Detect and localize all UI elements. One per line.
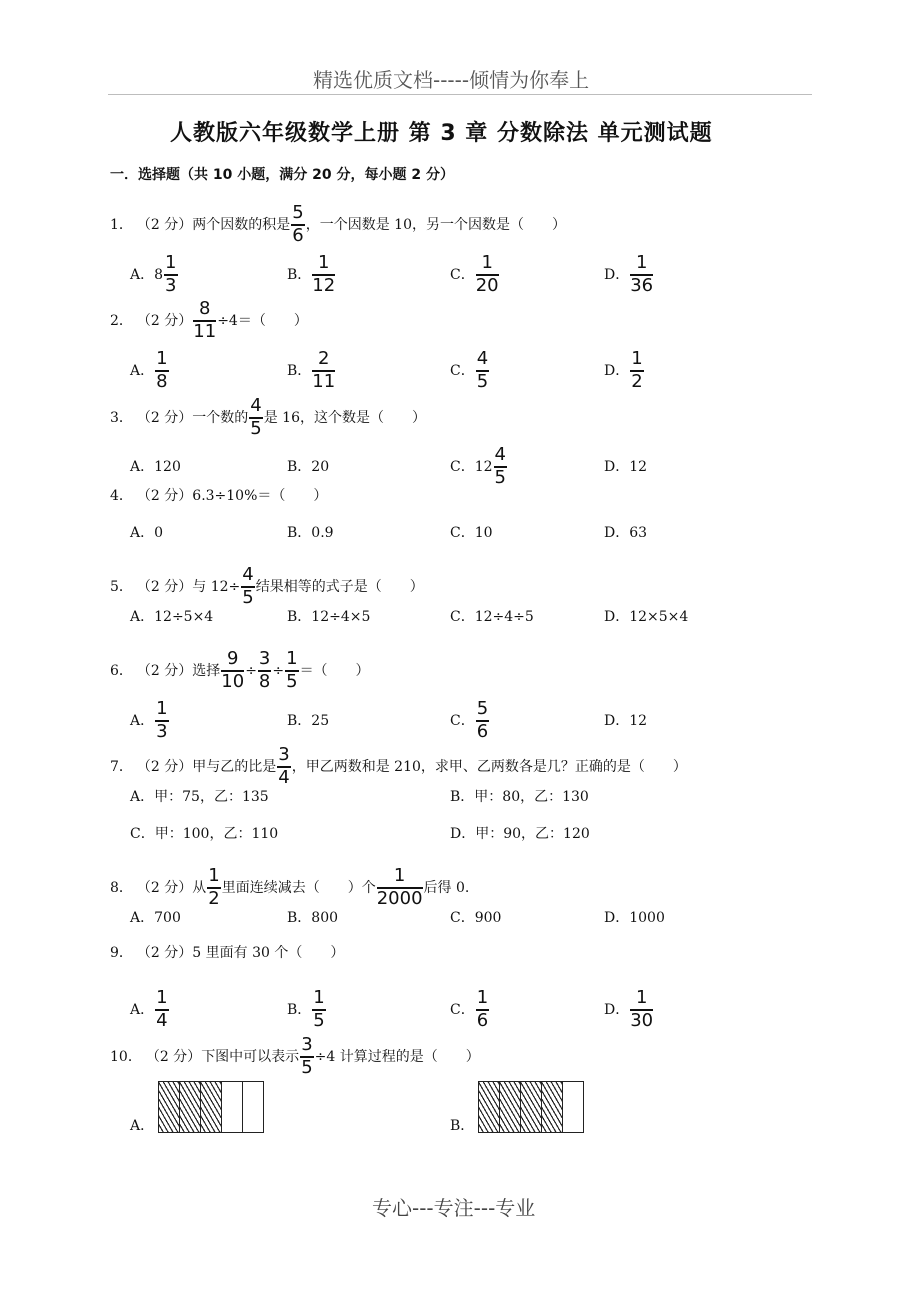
question-text: ＝（ ）	[299, 663, 370, 679]
option-fraction	[312, 254, 335, 295]
option-label: D．	[604, 609, 630, 625]
question-text: 下图中可以表示	[201, 1049, 300, 1065]
option-fraction	[155, 700, 168, 741]
option-label: B．	[287, 525, 312, 541]
fraction-denominator: 6	[292, 224, 304, 246]
option-label: C．	[450, 459, 475, 475]
fraction-numerator: 2	[318, 348, 330, 369]
option-label: C．	[450, 609, 475, 625]
option-text: 甲：100，乙：110	[154, 826, 279, 842]
question-text: ，甲乙两数和是 210，求甲、乙两数各是几？正确的是（ ）	[291, 759, 687, 775]
option-fraction	[630, 989, 653, 1030]
option-label: A．	[130, 1002, 155, 1018]
fraction-strip-diagram	[478, 1081, 584, 1133]
fraction-denominator: 30	[630, 1009, 654, 1031]
question-text: 6.3÷10%＝（ ）	[192, 488, 328, 504]
option-label: B．	[287, 1002, 312, 1018]
question-number: 9．	[110, 945, 133, 961]
option-text: 900	[474, 910, 502, 926]
fraction-denominator: 4	[278, 766, 290, 788]
option-fraction	[155, 989, 168, 1030]
option-text: 800	[311, 910, 339, 926]
question-fraction	[277, 746, 290, 787]
option-text: 120	[154, 459, 181, 475]
option-text: 0	[154, 525, 164, 541]
question-text: 结果相等的式子是（ ）	[255, 579, 424, 595]
fraction-numerator: 1	[318, 252, 330, 273]
fraction-denominator: 5	[250, 417, 262, 439]
question-score: （2 分）	[136, 579, 193, 595]
fraction-denominator: 8	[258, 670, 271, 692]
question-number: 2．	[110, 313, 133, 329]
question-score: （2 分）	[136, 663, 193, 679]
fraction-numerator: 3	[258, 648, 271, 669]
option-label: D．	[604, 267, 630, 283]
fraction-numerator: 1	[165, 252, 177, 273]
option-fraction	[312, 350, 335, 391]
option-fraction	[476, 700, 489, 741]
shaded-cell	[479, 1082, 500, 1132]
option-label: A．	[130, 459, 155, 475]
header-divider	[108, 94, 812, 95]
option-text: 12	[629, 459, 648, 475]
question-text: ÷4＝（ ）	[217, 313, 308, 329]
fraction-numerator: 1	[208, 865, 220, 886]
option-label: C．	[450, 363, 475, 379]
fraction-numerator: 1	[156, 698, 168, 719]
question-text: ÷	[272, 663, 285, 679]
fraction-denominator: 5	[494, 466, 506, 488]
question-score: （2 分）	[136, 945, 193, 961]
fraction-denominator: 12	[312, 274, 336, 296]
fraction-denominator: 20	[475, 274, 499, 296]
option-text: 12÷4÷5	[474, 609, 534, 625]
option-label: B．	[450, 789, 475, 805]
option-label: A．	[130, 910, 155, 926]
question-fraction	[377, 867, 423, 908]
option-text: 甲：75，乙：135	[154, 789, 269, 805]
fraction-denominator: 5	[301, 1056, 313, 1078]
empty-cell	[243, 1082, 263, 1132]
option-fraction	[476, 989, 489, 1030]
question-text: 两个因数的积是	[192, 217, 291, 233]
fraction-numerator: 1	[635, 987, 648, 1008]
option-text: 20	[311, 459, 330, 475]
question-score: （2 分）	[136, 313, 193, 329]
question-text: ÷4 计算过程的是（ ）	[314, 1049, 480, 1065]
question-fraction	[291, 204, 304, 245]
question-score: （2 分）	[136, 217, 193, 233]
fraction-denominator: 6	[476, 1009, 489, 1031]
question-text: 是 16，这个数是（ ）	[263, 410, 426, 426]
option-text: 12	[474, 459, 493, 475]
option-text: 8	[154, 267, 164, 283]
question-fraction	[300, 1036, 313, 1077]
option-fraction	[312, 989, 325, 1030]
question-score: （2 分）	[136, 759, 193, 775]
fraction-numerator: 1	[481, 252, 493, 273]
fraction-denominator: 11	[193, 320, 217, 342]
fraction-denominator: 5	[476, 370, 489, 392]
fraction-numerator: 9	[227, 648, 239, 669]
fraction-numerator: 4	[494, 444, 506, 465]
question-number: 8．	[110, 880, 133, 896]
option-text: 甲：80，乙：130	[474, 789, 589, 805]
fraction-numerator: 4	[476, 348, 489, 369]
page-header: 精选优质文档-----倾情为你奉上	[313, 68, 590, 92]
option-label: C．	[130, 826, 155, 842]
fraction-denominator: 36	[630, 274, 654, 296]
section-heading: 一．选择题（共 10 小题，满分 20 分，每小题 2 分）	[110, 167, 454, 183]
option-label: D．	[604, 363, 630, 379]
fraction-strip-diagram	[158, 1081, 264, 1133]
question-text: ÷	[245, 663, 257, 679]
option-text: 700	[154, 910, 181, 926]
question-fraction	[249, 397, 262, 438]
option-label: A．	[130, 609, 155, 625]
option-label: D．	[604, 459, 630, 475]
fraction-denominator: 8	[156, 370, 168, 392]
fraction-numerator: 5	[476, 698, 489, 719]
question-text: 从	[192, 880, 207, 896]
option-text: 12÷5×4	[154, 609, 214, 625]
question-text: 与 12÷	[192, 579, 241, 595]
option-fraction	[630, 350, 643, 391]
question-fraction	[221, 650, 244, 691]
fraction-denominator: 3	[165, 274, 177, 296]
question-fraction	[258, 650, 271, 691]
option-label: D．	[604, 713, 630, 729]
option-label: B．	[287, 609, 312, 625]
option-label: C．	[450, 525, 475, 541]
option-label: D．	[450, 826, 476, 842]
shaded-cell	[542, 1082, 563, 1132]
fraction-numerator: 1	[286, 648, 298, 669]
option-label: B．	[450, 1118, 475, 1134]
option-label: B．	[287, 267, 312, 283]
fraction-denominator: 6	[476, 720, 489, 742]
shaded-cell	[159, 1082, 180, 1132]
question-text: 里面连续减去（ ）个	[221, 880, 376, 896]
option-fraction	[630, 254, 653, 295]
option-label: D．	[604, 525, 630, 541]
fraction-denominator: 5	[242, 586, 254, 608]
fraction-numerator: 8	[199, 298, 211, 319]
fraction-numerator: 1	[631, 348, 643, 369]
question-score: （2 分）	[136, 410, 193, 426]
option-label: B．	[287, 459, 312, 475]
fraction-denominator: 11	[312, 370, 336, 392]
option-text: 63	[629, 525, 648, 541]
document-title: 人教版六年级数学上册 第 3 章 分数除法 单元测试题	[170, 121, 713, 146]
question-number: 6．	[110, 663, 133, 679]
question-text: 后得 0.	[423, 880, 470, 896]
option-label: A．	[130, 363, 155, 379]
fraction-denominator: 3	[156, 720, 168, 742]
option-fraction	[494, 446, 507, 487]
fraction-numerator: 1	[635, 252, 648, 273]
question-text: ，一个因数是 10，另一个因数是（ ）	[305, 217, 566, 233]
empty-cell	[222, 1082, 243, 1132]
option-label: B．	[287, 910, 312, 926]
option-text: 12	[629, 713, 648, 729]
option-text: 25	[311, 713, 330, 729]
question-number: 5．	[110, 579, 133, 595]
question-score: （2 分）	[145, 1049, 202, 1065]
option-label: A．	[130, 1118, 155, 1134]
question-number: 7．	[110, 759, 133, 775]
question-fraction	[285, 650, 298, 691]
question-number: 10．	[110, 1049, 142, 1065]
fraction-numerator: 1	[156, 987, 168, 1008]
fraction-numerator: 1	[313, 987, 325, 1008]
fraction-numerator: 4	[242, 564, 254, 585]
option-label: A．	[130, 525, 155, 541]
question-text: 甲与乙的比是	[192, 759, 277, 775]
question-fraction	[207, 867, 220, 908]
question-text: 5 里面有 30 个（ ）	[192, 945, 345, 961]
option-label: B．	[287, 363, 312, 379]
fraction-denominator: 4	[156, 1009, 168, 1031]
question-score: （2 分）	[136, 880, 193, 896]
question-text: 选择	[192, 663, 221, 679]
fraction-numerator: 3	[278, 744, 290, 765]
shaded-cell	[201, 1082, 222, 1132]
question-text: 一个数的	[192, 410, 249, 426]
option-text: 甲：90，乙：120	[475, 826, 590, 842]
option-text: 0.9	[311, 525, 334, 541]
option-label: D．	[604, 910, 630, 926]
fraction-numerator: 4	[250, 395, 262, 416]
page-footer: 专心---专注---专业	[372, 1196, 536, 1220]
option-text: 12×5×4	[629, 609, 689, 625]
shaded-cell	[180, 1082, 201, 1132]
fraction-numerator: 3	[301, 1034, 313, 1055]
shaded-cell	[521, 1082, 542, 1132]
question-number: 4．	[110, 488, 133, 504]
option-label: A．	[130, 267, 155, 283]
option-text: 1000	[629, 910, 665, 926]
fraction-numerator: 5	[292, 202, 304, 223]
option-fraction	[476, 254, 499, 295]
question-fraction	[193, 300, 216, 341]
option-label: A．	[130, 713, 155, 729]
fraction-denominator: 2	[208, 887, 220, 909]
option-label: B．	[287, 713, 312, 729]
fraction-denominator: 5	[313, 1009, 325, 1031]
question-score: （2 分）	[136, 488, 193, 504]
fraction-numerator: 1	[393, 865, 406, 886]
shaded-cell	[500, 1082, 521, 1132]
option-text: 10	[474, 525, 493, 541]
option-label: D．	[604, 1002, 630, 1018]
empty-cell	[563, 1082, 583, 1132]
question-fraction	[241, 566, 254, 607]
fraction-denominator: 5	[286, 670, 298, 692]
option-fraction	[476, 350, 489, 391]
question-number: 3．	[110, 410, 133, 426]
fraction-denominator: 10	[221, 670, 245, 692]
option-label: C．	[450, 267, 475, 283]
option-label: C．	[450, 1002, 475, 1018]
option-label: C．	[450, 910, 475, 926]
option-fraction	[164, 254, 177, 295]
fraction-denominator: 2	[631, 370, 643, 392]
option-label: C．	[450, 713, 475, 729]
option-fraction	[155, 350, 168, 391]
fraction-denominator: 2000	[376, 887, 423, 909]
fraction-numerator: 1	[156, 348, 168, 369]
fraction-numerator: 1	[476, 987, 489, 1008]
question-number: 1．	[110, 217, 133, 233]
option-text: 12÷4×5	[311, 609, 371, 625]
option-label: A．	[130, 789, 155, 805]
